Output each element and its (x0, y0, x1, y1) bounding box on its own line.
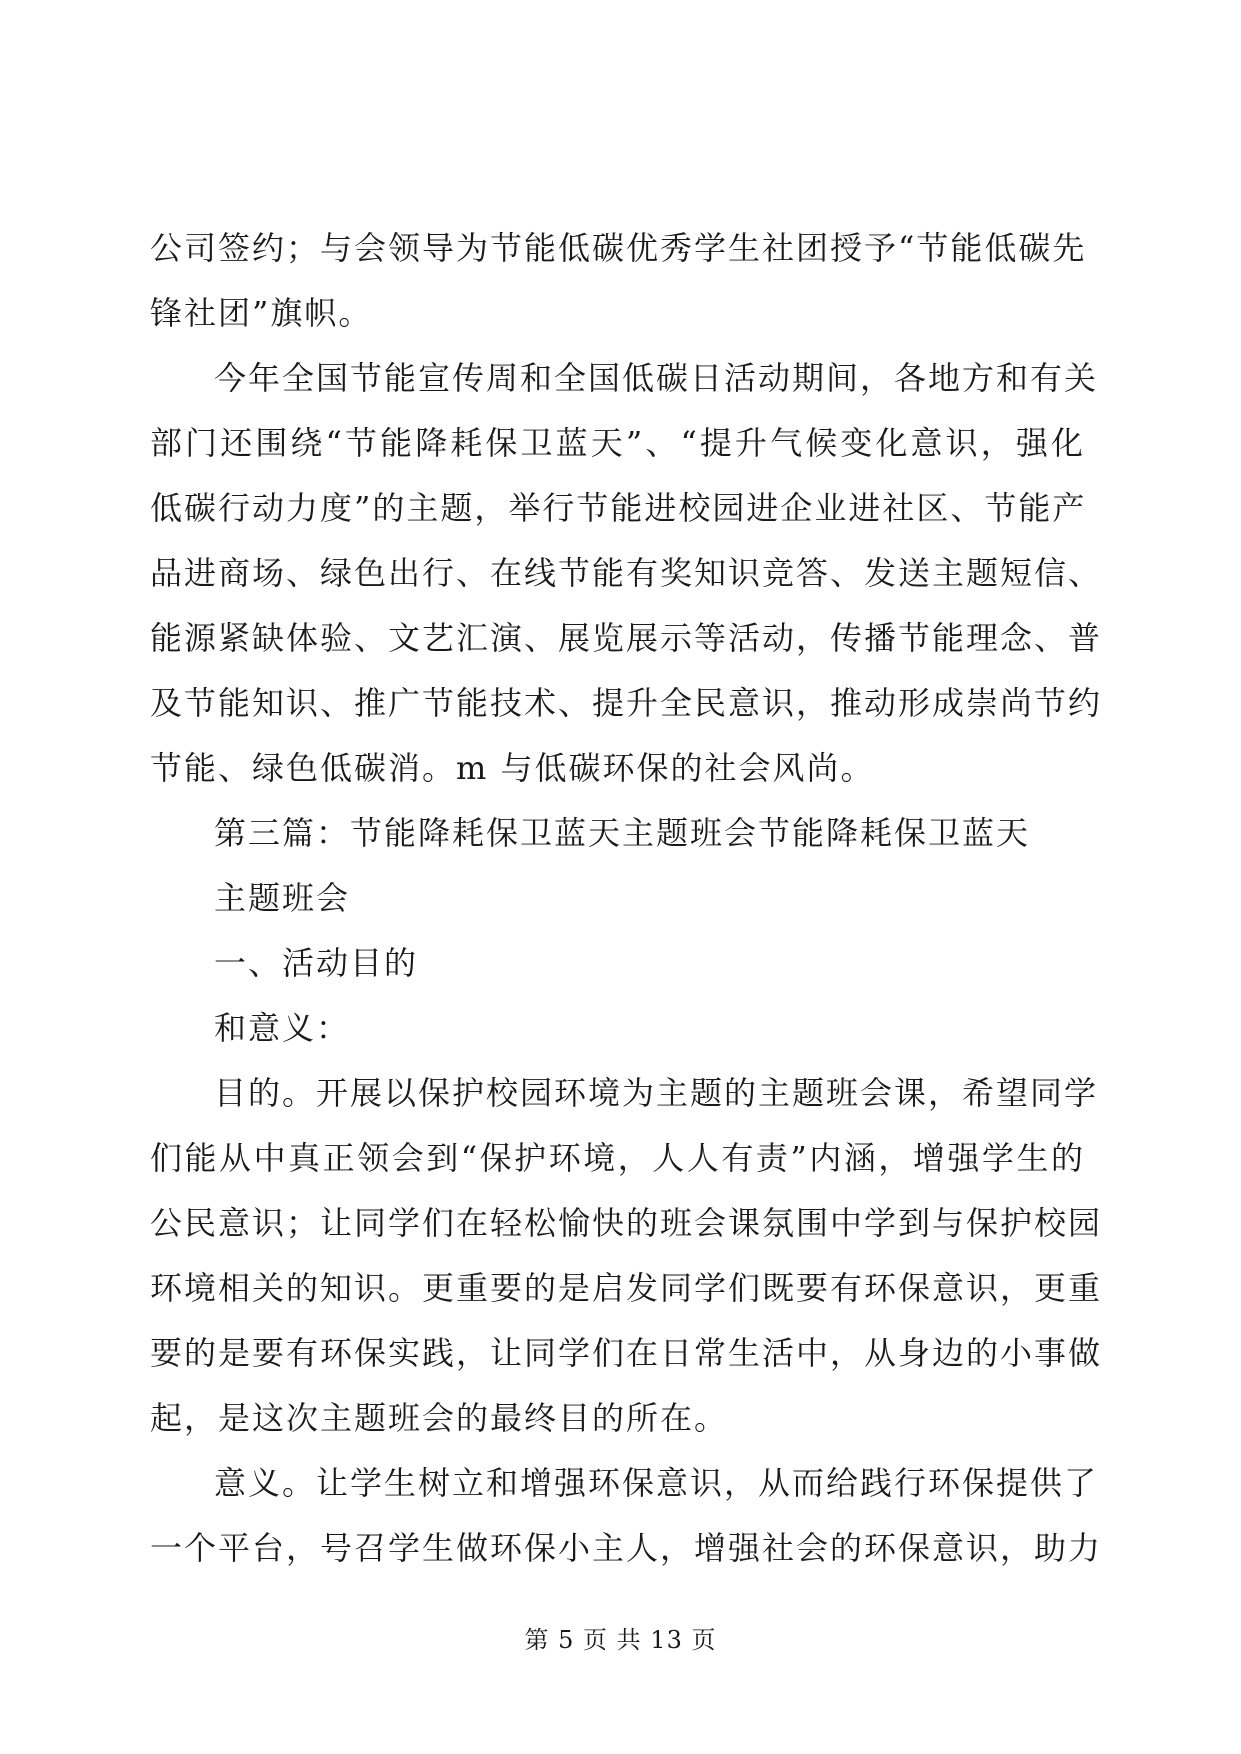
text-line: 意义。让学生树立和增强环保意识，从而给践行环保提供了 (214, 1464, 1099, 1502)
text-line: 节能、绿色低碳消。m 与低碳环保的社会风尚。 (150, 749, 875, 787)
text-line: 要的是要有环保实践，让同学们在日常生活中，从身边的小事做 (150, 1334, 1103, 1372)
text-line: 及节能知识、推广节能技术、提升全民意识，推动形成崇尚节约 (150, 684, 1103, 722)
text-line: 第三篇：节能降耗保卫蓝天主题班会节能降耗保卫蓝天 (214, 814, 1031, 852)
text-line: 公司签约；与会领导为节能低碳优秀学生社团授予“节能低碳先 (150, 229, 1087, 267)
text-line: 一、活动目的 (214, 944, 419, 982)
text-line: 一个平台，号召学生做环保小主人，增强社会的环保意识，助力 (150, 1529, 1103, 1567)
text-line: 品进商场、绿色出行、在线节能有奖知识竞答、发送主题短信、 (150, 554, 1103, 592)
text-line: 们能从中真正领会到“保护环境，人人有责”内涵，增强学生的 (150, 1139, 1085, 1177)
page-number-footer: 第 5 页 共 13 页 (524, 1626, 717, 1654)
text-line: 锋社团”旗帜。 (150, 294, 373, 332)
text-line: 公民意识；让同学们在轻松愉快的班会课氛围中学到与保护校园 (150, 1204, 1103, 1242)
text-line: 目的。开展以保护校园环境为主题的主题班会课，希望同学 (214, 1074, 1099, 1112)
text-line: 主题班会 (214, 879, 351, 917)
text-line: 环境相关的知识。更重要的是启发同学们既要有环保意识，更重 (150, 1269, 1103, 1307)
text-line: 今年全国节能宣传周和全国低碳日活动期间，各地方和有关 (214, 359, 1099, 397)
text-line: 部门还围绕“节能降耗保卫蓝天”、“提升气候变化意识，强化 (150, 424, 1085, 462)
text-line: 起，是这次主题班会的最终目的所在。 (150, 1399, 729, 1437)
text-line: 低碳行动力度”的主题，举行节能进校园进企业进社区、节能产 (150, 489, 1087, 527)
text-line: 能源紧缺体验、文艺汇演、展览展示等活动，传播节能理念、普 (150, 619, 1103, 657)
text-line: 和意义： (214, 1009, 351, 1047)
body-text (150, 228, 1103, 1593)
